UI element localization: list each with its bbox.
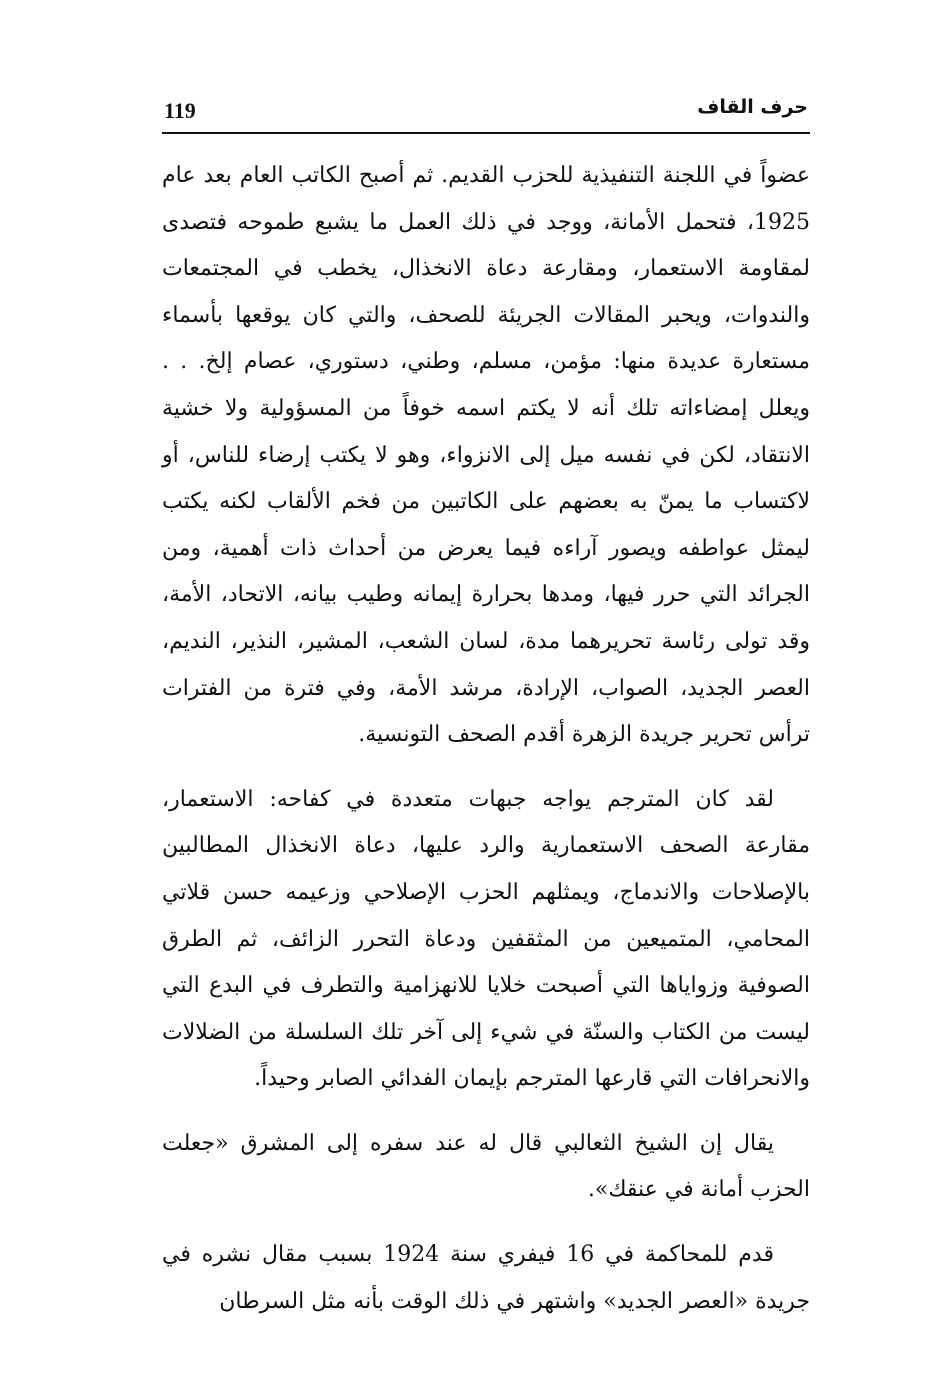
- paragraph-1: عضواً في اللجنة التنفيذية للحزب القديم. ثم أصبح الكاتب العام بعد عام 1925، فتحمل الأمانة، ووجد في ذلك العمل ما يشبع طموحه فتصدى لمقاومة الاستعمار، ومقارعة دعاة الانخذال، يخطب في المجتمعات والندوات، ويحبر المقالات الجريئة للصحف، والتي كان يوقعها بأسماء مستعارة عديدة منها: مؤمن، مسلم، وطني، دستوري، عصام إلخ. . . ويعلل إمضاءاته تلك أنه لا يكتم اسمه خوفاً من المسؤولية ولا خشية الانتقاد، لكن في نفسه ميل إلى الانزواء، وهو لا يكتب إرضاء للناس، أو لاكتساب ما يمنّ به بعضهم على الكاتبين من فخم الألقاب لكنه يكتب ليمثل عواطفه ويصور آراءه فيما يعرض من أحداث ذات أهمية، ومن الجرائد التي حرر فيها، ومدها بحرارة إيمانه وطيب بيانه، الاتحاد، الأمة، وقد تولى رئاسة تحريرهما مدة، لسان الشعب، المشير، النذير، النديم، العصر الجديد، الصواب، الإرادة، مرشد الأمة، وفي فترة من الفترات ترأس تحرير جريدة الزهرة أقدم الصحف التونسية.: [162, 163, 810, 748]
- running-title: حرف القاف: [697, 96, 808, 118]
- paragraph-3: يقال إن الشيخ الثعالبي قال له عند سفره إلى المشرق «جعلت الحزب أمانة في عنقك».: [162, 1130, 810, 1203]
- body-text: [162, 153, 810, 1343]
- page-number: 119: [164, 98, 196, 123]
- paragraph-2: لقد كان المترجم يواجه جبهات متعددة في كفاحه: الاستعمار، مقارعة الصحف الاستعمارية والرد عليها، دعاة الانخذال المطالبين بالإصلاحات والاندماج، ويمثلهم الحزب الإصلاحي وزعيمه حسن قلاتي المحامي، المتميعين من المثقفين ودعاة التحرر الزائف، ثم الطرق الصوفية وزواياها التي أصبحت خلايا للانهزامية والتطرف في البدع التي ليست من الكتاب والسنّة في شيء إلى آخر تلك السلسلة من الضلالات والانحرافات التي قارعها المترجم بإيمان الفدائي الصابر وحيداً.: [162, 786, 810, 1092]
- page-header: [162, 96, 810, 134]
- paragraph-4: قدم للمحاكمة في 16 فيفري سنة 1924 بسبب مقال نشره في جريدة «العصر الجديد» واشتهر في ذلك الوقت بأنه مثل السرطان: [162, 1242, 810, 1314]
